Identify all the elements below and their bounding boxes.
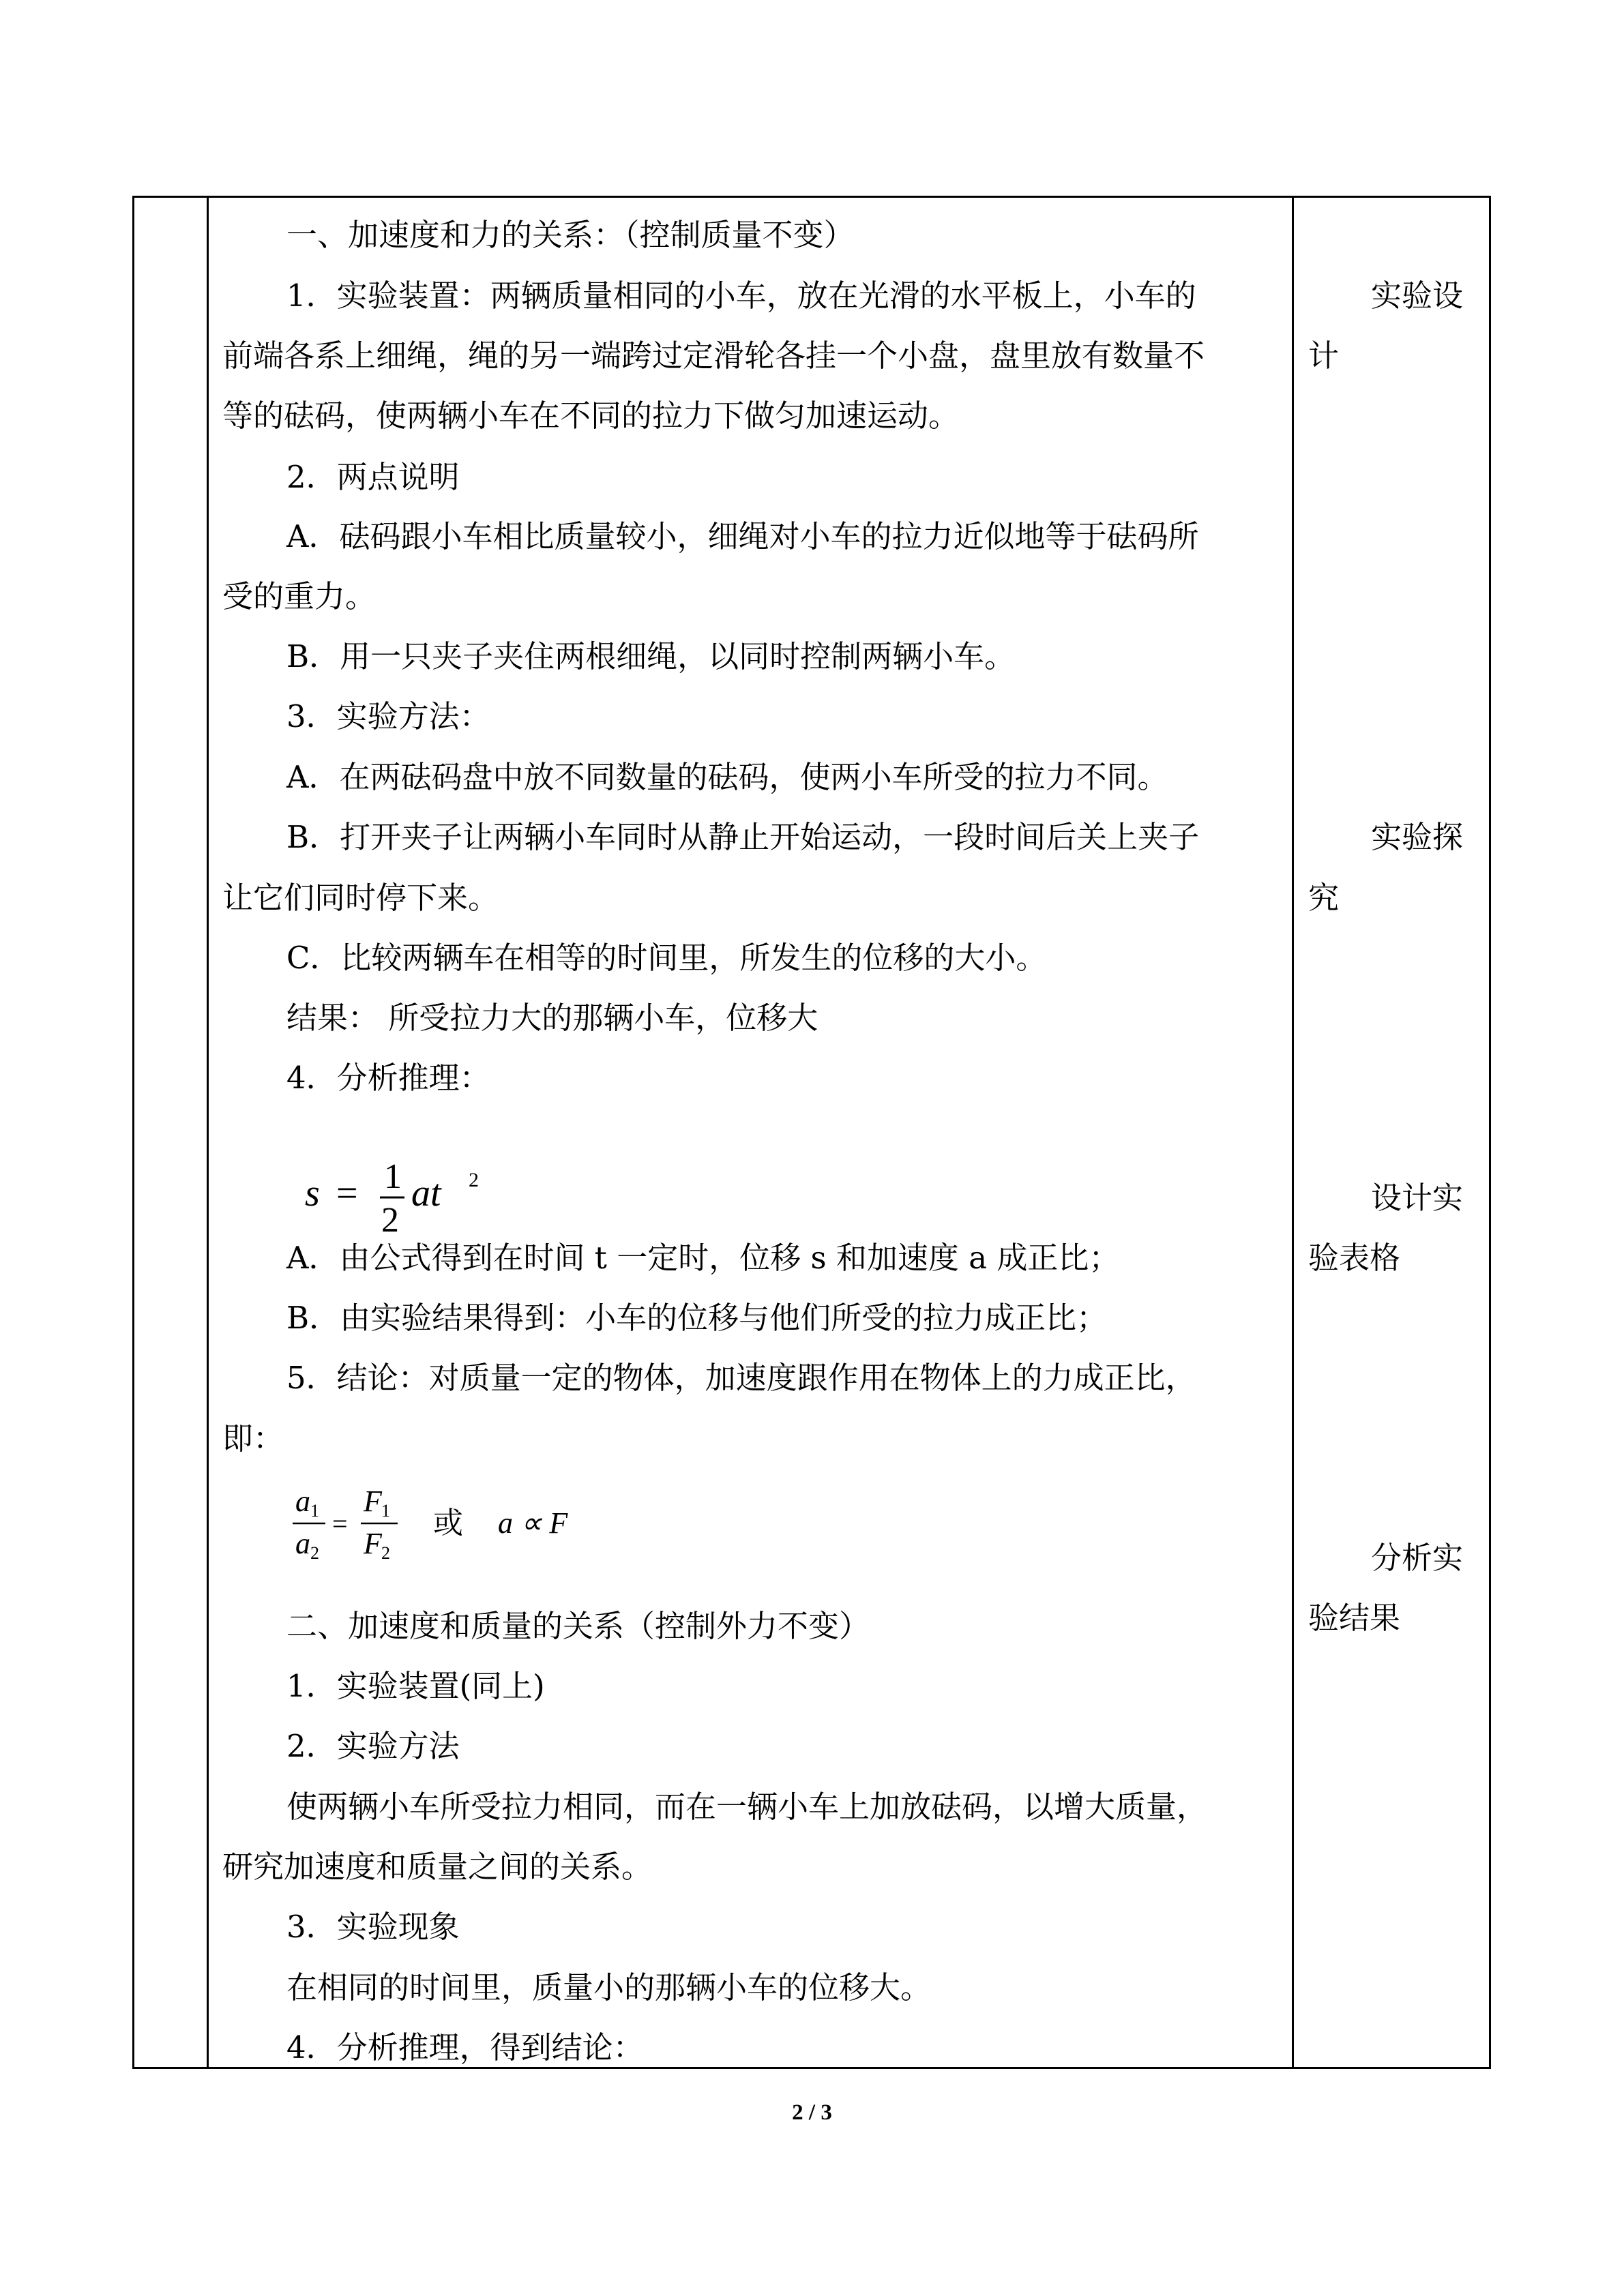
main-line: 3．实验方法： bbox=[286, 698, 490, 734]
main-line: 使两辆小车所受拉力相同，而在一辆小车上加放砝码，以增大质量， bbox=[286, 1789, 1208, 1825]
main-line: 受的重力。 bbox=[222, 578, 377, 614]
main-line: C．比较两辆车在相等的时间里，所发生的位移的大小。 bbox=[286, 940, 1047, 976]
side-label: 分析实 bbox=[1371, 1540, 1464, 1576]
formula-proportion bbox=[290, 1480, 604, 1568]
formula-prop: a ∝ F bbox=[498, 1506, 568, 1540]
formula-F2-sub: 2 bbox=[381, 1543, 390, 1563]
formula-num: 1 bbox=[384, 1157, 402, 1196]
formula-a2-sub: 2 bbox=[310, 1543, 319, 1563]
main-line: 4．分析推理： bbox=[286, 1060, 490, 1096]
main-line: 4．分析推理，得到结论： bbox=[286, 2029, 644, 2066]
formula-den: 2 bbox=[381, 1201, 399, 1234]
main-line: 2．实验方法 bbox=[286, 1728, 460, 1764]
formula-displacement bbox=[304, 1152, 508, 1234]
main-line: 即： bbox=[222, 1420, 284, 1457]
formula-a1: a bbox=[295, 1485, 310, 1518]
main-line: A．在两砝码盘中放不同数量的砝码，使两小车所受的拉力不同。 bbox=[286, 759, 1168, 795]
main-line: 等的砝码，使两辆小车在不同的拉力下做匀加速运动。 bbox=[222, 398, 960, 434]
formula-F1-sub: 1 bbox=[381, 1501, 390, 1521]
formula-s: s bbox=[305, 1172, 320, 1214]
main-line: 1．实验装置：两辆质量相同的小车，放在光滑的水平板上，小车的 bbox=[286, 278, 1196, 314]
main-line: 在相同的时间里，质量小的那辆小车的位移大。 bbox=[286, 1969, 932, 2006]
formula-a1-sub: 1 bbox=[310, 1501, 319, 1521]
formula-at: at bbox=[411, 1172, 441, 1214]
formula-eq2: = bbox=[332, 1508, 348, 1539]
column-divider-right bbox=[1292, 198, 1294, 2067]
side-label: 计 bbox=[1308, 338, 1340, 374]
main-line: 1．实验装置(同上) bbox=[286, 1668, 545, 1704]
main-line: A．砝码跟小车相比质量较小，细绳对小车的拉力近似地等于砝码所 bbox=[286, 518, 1199, 554]
side-label: 验结果 bbox=[1308, 1600, 1401, 1636]
main-line: 结果： 所受拉力大的那辆小车，位移大 bbox=[286, 1000, 818, 1036]
side-label: 验表格 bbox=[1308, 1240, 1401, 1276]
column-divider-left bbox=[207, 198, 209, 2067]
formula-a2: a bbox=[295, 1527, 310, 1560]
formula-F1: F bbox=[364, 1485, 382, 1518]
side-label: 设计实 bbox=[1371, 1180, 1464, 1216]
formula-eq: = bbox=[336, 1172, 358, 1214]
formula-or: 或 bbox=[433, 1506, 463, 1540]
side-label: 究 bbox=[1308, 880, 1340, 916]
main-line: 前端各系上细绳，绳的另一端跨过定滑轮各挂一个小盘，盘里放有数量不 bbox=[222, 338, 1205, 374]
main-line: 2．两点说明 bbox=[286, 459, 460, 495]
main-line: 二、加速度和质量的关系（控制外力不变） bbox=[286, 1608, 870, 1644]
main-line: 一、加速度和力的关系：（控制质量不变） bbox=[286, 217, 855, 253]
formula-proportion-svg bbox=[290, 1480, 604, 1568]
main-line: B．由实验结果得到：小车的位移与他们所受的拉力成正比； bbox=[286, 1300, 1108, 1336]
main-line: A．由公式得到在时间 t 一定时，位移 s 和加速度 a 成正比； bbox=[286, 1240, 1120, 1276]
main-line: 研究加速度和质量之间的关系。 bbox=[222, 1849, 653, 1885]
main-line: 让它们同时停下来。 bbox=[222, 880, 499, 916]
formula-displacement-svg bbox=[304, 1152, 508, 1234]
main-line: B．用一只夹子夹住两根细绳，以同时控制两辆小车。 bbox=[286, 638, 1016, 674]
main-line: 5．结论：对质量一定的物体，加速度跟作用在物体上的力成正比， bbox=[286, 1360, 1196, 1396]
side-label: 实验设 bbox=[1371, 278, 1464, 314]
page-number: 2 / 3 bbox=[792, 2100, 832, 2125]
side-label: 实验探 bbox=[1371, 819, 1464, 855]
main-line: 3．实验现象 bbox=[286, 1909, 460, 1945]
formula-exp: 2 bbox=[469, 1169, 479, 1191]
main-line: B．打开夹子让两辆小车同时从静止开始运动，一段时间后关上夹子 bbox=[286, 819, 1200, 855]
formula-F2: F bbox=[364, 1527, 382, 1560]
